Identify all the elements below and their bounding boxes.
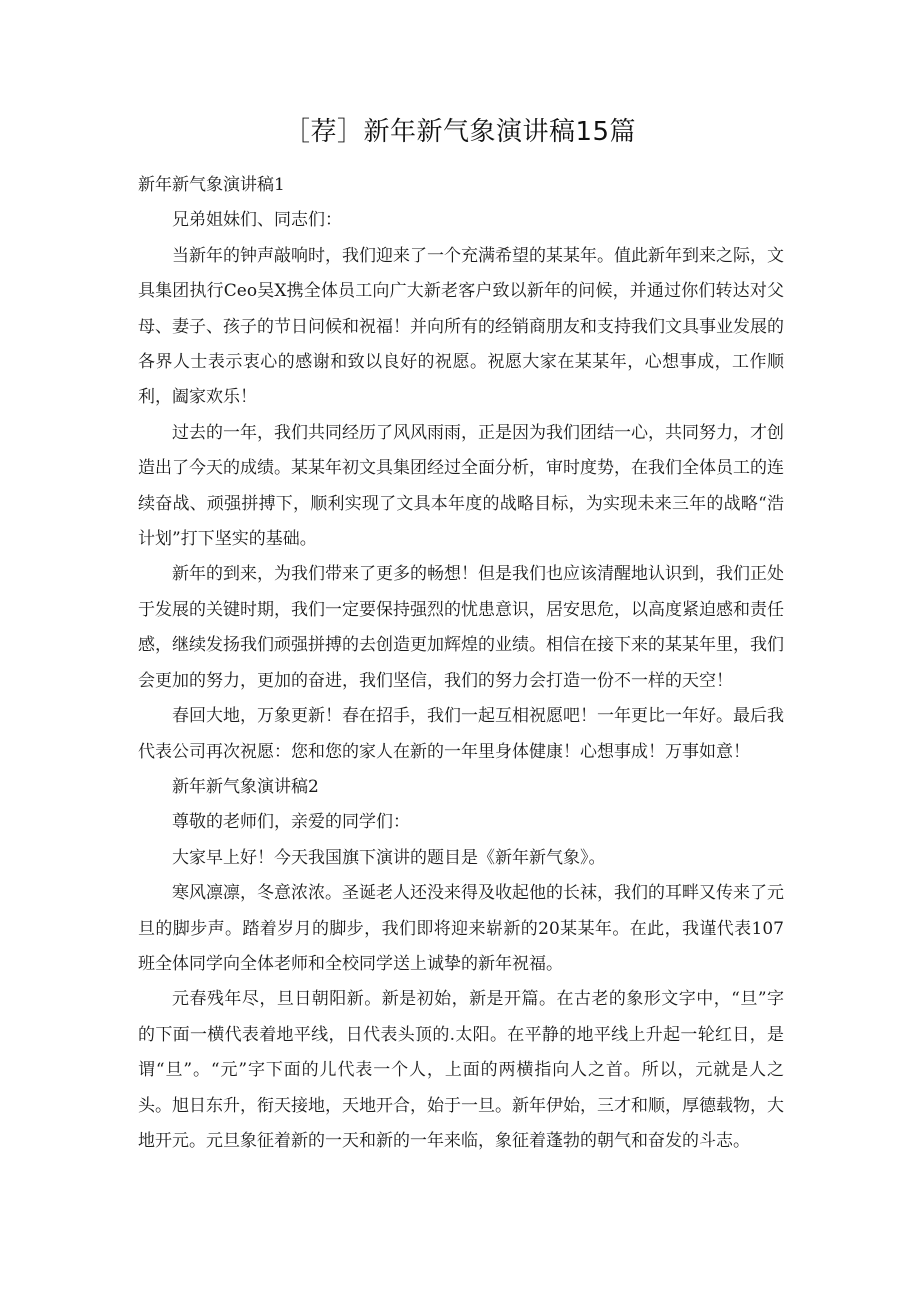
body-paragraph: 春回大地，万象更新！春在招手，我们一起互相祝愿吧！一年更比一年好。最后我代表公司再次祝愿：您和您的家人在新的一年里身体健康！心想事成！万事如意！ [138,706,784,762]
salutation-2: 尊敬的老师们，亲爱的同学们： [172,812,410,833]
salutation-1: 兄弟姐妹们、同志们： [172,210,342,231]
body-paragraph: 新年的到来，为我们带来了更多的畅想！但是我们也应该清醒地认识到，我们正处于发展的关键时期，我们一定要保持强烈的忧患意识，居安思危，以高度紧迫感和责任感，继续发扬我们顽强拼搏的去创造更加辉煌的业绩。相信在接下来的某某年里，我们会更加的努力，更加的奋进，我们坚信，我们的努力会打造一份不一样的天空！ [138,564,784,691]
body-paragraph: 当新年的钟声敲响时，我们迎来了一个充满希望的某某年。值此新年到来之际，文具集团执行Ceo吴X携全体员工向广大新老客户致以新年的问候，并通过你们转达对父母、妻子、孩子的节日问候和祝福！并向所有的经销商朋友和支持我们文具事业发展的各界人士表示衷心的感谢和致以良好的祝愿。祝愿大家在某某年，心想事成，工作顺利，阖家欢乐！ [138,245,784,408]
body-paragraph: 元春残年尽，旦日朝阳新。新是初始，新是开篇。在古老的象形文字中，“旦”字的下面一横代表着地平线，日代表头顶的.太阳。在平静的地平线上升起一轮红日，是谓“旦”。“元”字下面的儿代表一个人，上面的两横指向人之首。所以，元就是人之头。旭日东升，衔天接地，天地开合，始于一旦。新年伊始，三才和顺，厚德载物，大地开元。元旦象征着新的一天和新的一年来临，象征着蓬勃的朝气和奋发的斗志。 [138,989,784,1151]
document-body [138,168,784,1159]
body-paragraph: 过去的一年，我们共同经历了风风雨雨，正是因为我们团结一心，共同努力，才创造出了今天的成绩。某某年初文具集团经过全面分析，审时度势，在我们全体员工的连续奋战、顽强拼搏下，顺利实现了文具本年度的战略目标，为实现未来三年的战略“浩计划”打下坚实的基础。 [138,422,784,550]
section-heading-2: 新年新气象演讲稿2 [172,776,319,797]
body-paragraph: 大家早上好！今天我国旗下演讲的题目是《新年新气象》。 [172,847,606,868]
document-title: ［荐］新年新气象演讲稿15篇 [283,117,637,147]
section-heading-1: 新年新气象演讲稿1 [138,175,285,195]
body-paragraph: 寒风凛凛，冬意浓浓。圣诞老人还没来得及收起他的长袜，我们的耳畔又传来了元旦的脚步声。踏着岁月的脚步，我们即将迎来崭新的20某某年。在此，我谨代表107班全体同学向全体老师和全校同学送上诚挚的新年祝福。 [138,883,784,974]
